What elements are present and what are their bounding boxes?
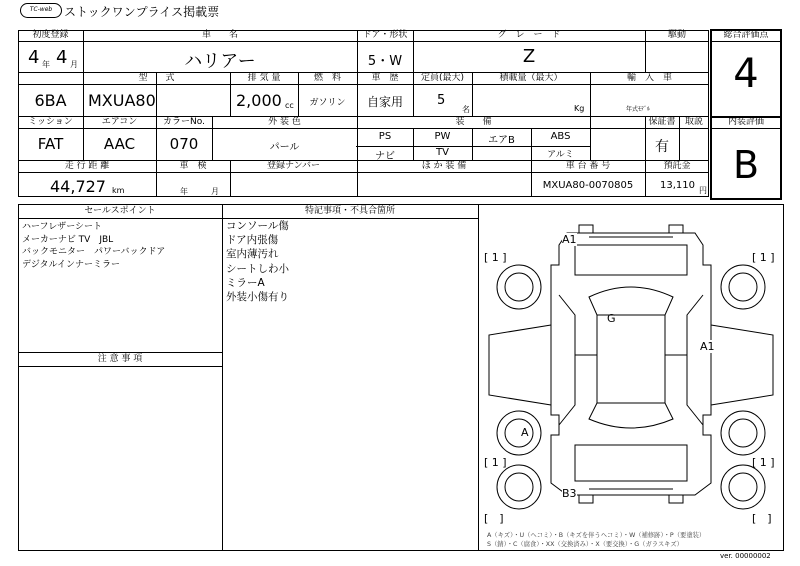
bracket-right-top: [ 1 ] [752,251,775,264]
header-grade: グ レ ー ド [497,30,561,40]
equipment-ps: PS [378,131,392,142]
bracket-right-bottom: [ 1 ] [752,456,775,469]
displacement: 2,000 [236,91,282,110]
header-other-equipment: ほ か 装 備 [421,161,467,171]
header-car-name: 車 名 [201,30,238,40]
list-item: ドア内張傷 [226,234,279,247]
damage-label-a1-top: A1 [562,233,577,246]
header-door: ドア・形状 [362,30,408,40]
version-label: ver. 00000002 [720,552,771,560]
list-item: 外装小傷有り [226,290,289,303]
header-color-no: カラーNo. [163,117,205,127]
displacement-unit: cc [285,101,294,110]
list-item: デジタルインナーミラー [22,259,121,270]
header-deposit: 預託金 [663,161,691,171]
chassis-number: MXUA80-0070805 [542,180,634,191]
header-import: 輸 入 車 [626,73,672,83]
sales-points-title: セールスポイント [84,206,156,216]
grade: Z [522,46,536,67]
damage-label-g: G [607,312,616,325]
model-prefix: 6BA [34,91,67,110]
list-item: 室内薄汚れ [226,248,279,261]
reg-month: 4 [56,47,68,68]
history: 自家用 [366,95,403,109]
color-no: 070 [169,135,199,153]
door-type: 5・W [367,54,403,69]
header-inspection: 車 検 [179,161,207,171]
header-model: 型 式 [138,73,175,83]
header-mileage: 走 行 距 離 [64,161,110,171]
load-unit: Kg [574,104,585,113]
equipment-navi: ナビ [375,151,395,162]
bracket-left-bottom: [ 1 ] [484,456,507,469]
page-title: ストックワンプライス掲載票 [64,5,220,19]
bracket-bottom-left: [ ] [484,512,504,525]
warranty-value: 有 [655,139,669,155]
damage-label-b3: B3 [562,487,577,500]
equipment-tv: TV [436,147,449,158]
exterior-color: パール [269,142,300,153]
header-overall-score: 総合評価点 [723,30,769,40]
capacity: 5 [437,93,446,108]
capacity-unit: 名 [462,105,470,114]
inspection-year-unit: 年 [180,187,188,196]
mileage-unit: km [112,186,125,195]
header-mission: ミッション [28,117,73,127]
header-chassis: 車 台 番 号 [565,161,611,171]
notes-title: 注 意 事 項 [97,354,143,364]
legend-line-2: S（錆）・C（腐食）・XX（交換済み）・X（要交換）・G（ガラスキズ） [487,541,683,548]
remarks-title: 特記事項・不具合箇所 [304,206,395,216]
equipment-alloy: アルミ [547,150,574,160]
bracket-left-top: [ 1 ] [484,251,507,264]
header-aircon: エアコン [101,117,138,127]
car-name: ハリアー [184,51,256,72]
header-plate: 登録ナンバー [267,161,320,171]
header-capacity: 定員(最大) [420,73,465,83]
header-interior-score: 内装評価 [727,117,764,127]
header-fuel: 燃 料 [313,73,341,83]
fuel: ガソリン [309,98,346,108]
inspection-month-unit: 月 [211,187,219,196]
logo: TC-web [20,3,62,18]
mileage: 44,727 [50,177,106,196]
list-item: シートしわ小 [226,262,289,275]
equipment-airbag: エアB [488,135,515,146]
header-drive: 駆動 [667,30,686,40]
header-first-reg: 初度登録 [32,30,69,40]
legend-line-1: A（キズ）・U（ヘコミ）・B（キズを伴うヘコミ）・W（補修跡）・P（要塗装） [487,532,706,539]
list-item: バックモニター パワーバックドア [22,247,166,257]
header-manual: 取説 [684,117,703,127]
list-item: コンソール傷 [226,220,289,232]
deposit: 13,110 [660,180,695,191]
bracket-bottom-right: [ ] [752,512,772,525]
reg-year-unit: 年 [42,60,50,69]
sales-points-list [22,221,218,271]
interior-score: B [732,143,760,187]
header-exterior: 外 装 色 [268,117,301,127]
list-item: ミラーA [226,276,265,289]
header-history: 車 歴 [371,73,399,83]
overall-score: 4 [733,51,759,97]
model: MXUA80 [88,91,156,110]
header-warranty: 保証書 [648,117,676,127]
reg-year: 4 [28,47,40,68]
header-equipment: 装 備 [455,117,492,127]
list-item: メーカーナビ TV JBL [22,234,114,245]
list-item: ハーフレザーシート [22,222,103,232]
equipment-pw: PW [434,131,451,142]
damage-label-a: A [521,426,529,439]
deposit-unit: 円 [699,186,707,195]
damage-label-a1-side: A1 [700,340,715,353]
equipment-abs: ABS [550,131,571,142]
import-note: 年式ﾓﾃﾞﾙ [626,106,651,113]
header-displacement: 排 気 量 [247,73,281,83]
car-damage-diagram [479,205,783,550]
mission: FAT [37,135,64,153]
aircon: AAC [103,135,136,153]
header-load: 積載量（最大） [499,73,563,83]
remarks-list [226,219,474,304]
reg-month-unit: 月 [70,60,78,69]
